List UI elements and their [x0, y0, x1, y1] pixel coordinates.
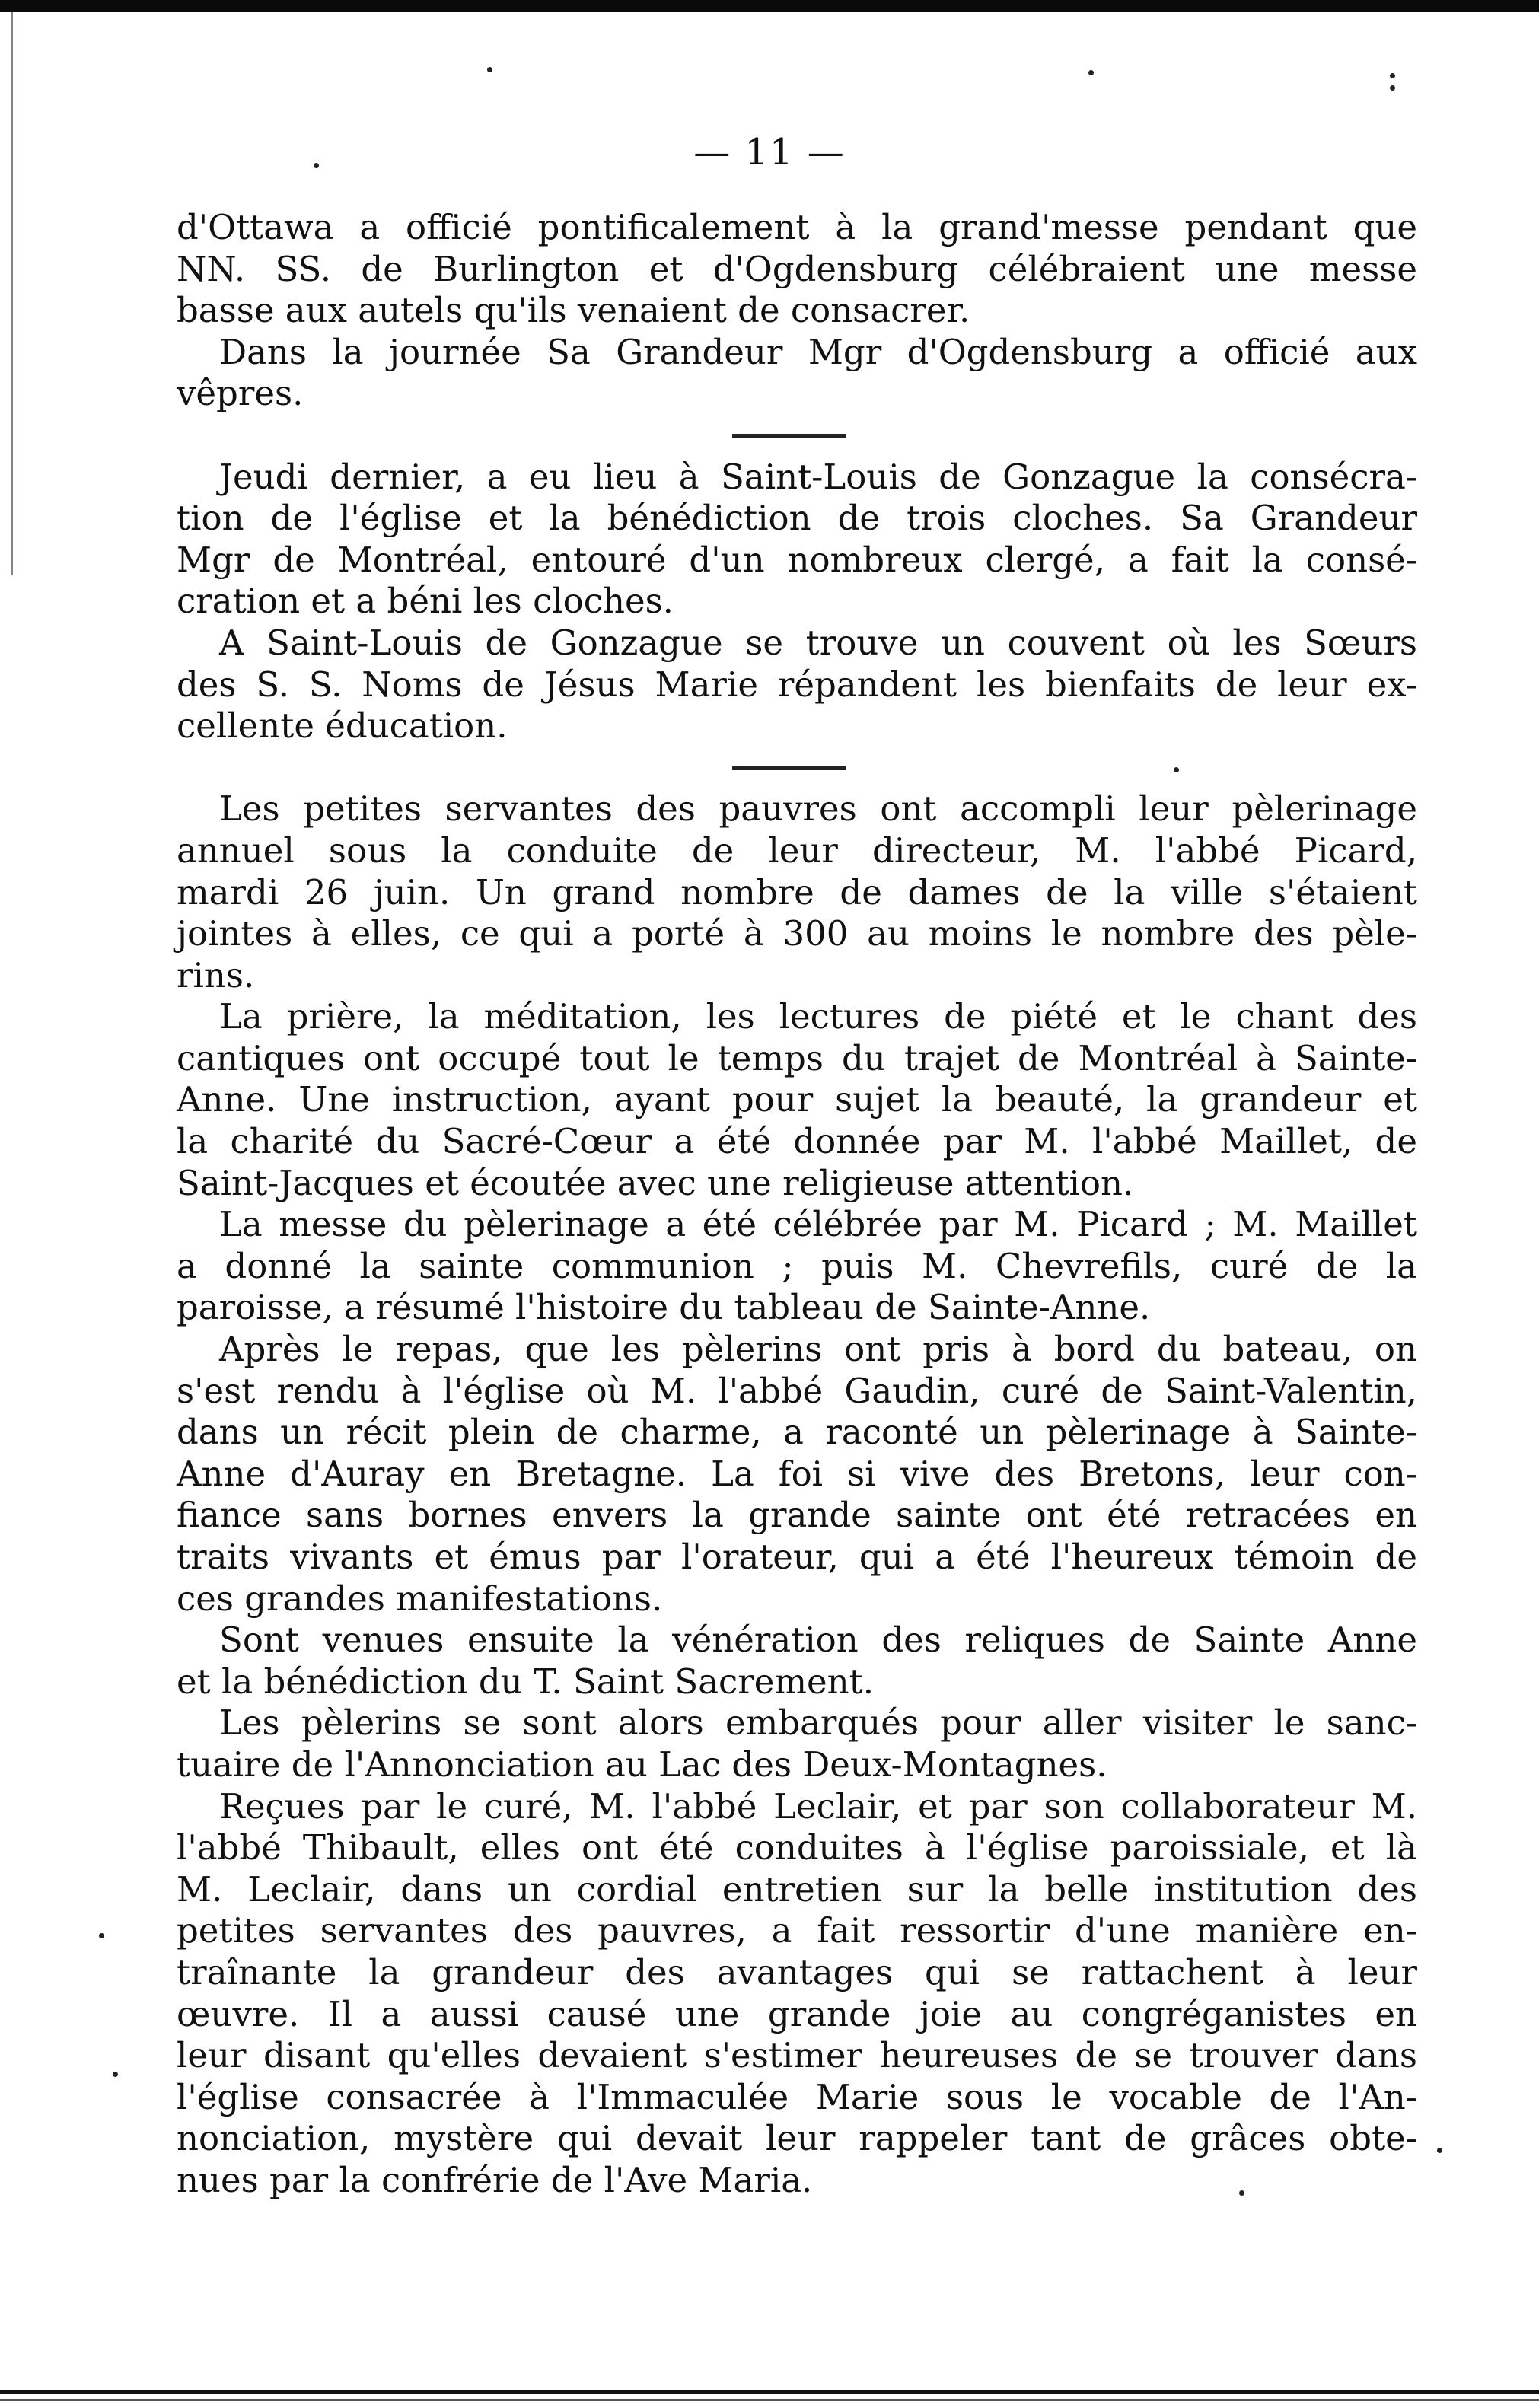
scan-speck [1088, 70, 1094, 75]
text-line: Mgr de Montréal, entouré d'un nombreux clergé, a fait la consé- [177, 539, 1417, 580]
text-line: Les pèlerins se sont alors embarqués pour aller visiter le sanc- [219, 1702, 1417, 1744]
text-line: NN. SS. de Burlington et d'Ogdensburg célébraient une messe [177, 248, 1417, 289]
scan-speck [1390, 73, 1395, 78]
separator-rule [732, 434, 846, 438]
text-line: tuaire de l'Annonciation au Lac des Deux-Montagnes. [177, 1744, 1107, 1785]
section-separator [177, 415, 1417, 457]
text-line: paroisse, a résumé l'histoire du tableau de Sainte-Anne. [177, 1287, 1151, 1328]
top-border-rule [0, 0, 1539, 12]
bottom-border-rule [0, 2390, 1539, 2394]
text-line: Anne. Une instruction, ayant pour sujet la beauté, la grandeur et [177, 1079, 1417, 1120]
text-line: la charité du Sacré-Cœur a été donnée par M. l'abbé Maillet, de [177, 1121, 1417, 1162]
text-line: La messe du pèlerinage a été célébrée par M. Picard ; M. Maillet [219, 1204, 1417, 1245]
text-line: cantiques ont occupé tout le temps du trajet de Montréal à Sainte- [177, 1037, 1417, 1078]
text-line: nonciation, mystère qui devait leur rappeler tant de grâces obte- [177, 2118, 1417, 2159]
text-line: l'abbé Thibault, elles ont été conduites à l'église paroissiale, et là [177, 1827, 1417, 1868]
text-line: jointes à elles, ce qui a porté à 300 au moins le nombre des pèle- [177, 913, 1417, 954]
text-line: des S. S. Noms de Jésus Marie répandent les bienfaits de leur ex- [177, 664, 1417, 705]
text-line: dans un récit plein de charme, a raconté un pèlerinage à Sainte- [177, 1412, 1417, 1453]
text-line: d'Ottawa a officié pontificalement à la grand'messe pendant que [177, 207, 1417, 247]
scan-speck [314, 163, 319, 168]
text-line: ces grandes manifestations. [177, 1578, 663, 1619]
text-line: leur disant qu'elles devaient s'estimer heureuses de se trouver dans [177, 2035, 1417, 2076]
text-line: La prière, la méditation, les lectures de piété et le chant des [219, 996, 1417, 1037]
article-text [177, 207, 1417, 2202]
text-line: cration et a béni les cloches. [177, 581, 674, 622]
text-line: Après le repas, que les pèlerins ont pris à bord du bateau, on [219, 1329, 1417, 1370]
text-line: vêpres. [177, 373, 304, 414]
bottom-border-rule-thin [0, 2399, 1539, 2401]
separator-rule [732, 766, 846, 770]
left-scan-edge [0, 12, 13, 575]
text-line: Anne d'Auray en Bretagne. La foi si vive des Bretons, leur con- [177, 1453, 1417, 1494]
text-line: Jeudi dernier, a eu lieu à Saint-Louis de Gonzague la consécra- [219, 456, 1417, 497]
text-line: M. Leclair, dans un cordial entretien sur la belle institution des [177, 1868, 1417, 1910]
text-line: rins. [177, 954, 255, 995]
text-line: cellente éducation. [177, 706, 508, 747]
scan-speck [99, 1933, 104, 1938]
text-line: et la bénédiction du T. Saint Sacrement. [177, 1661, 875, 1702]
text-line: fiance sans bornes envers la grande sainte ont été retracées en [177, 1495, 1417, 1536]
text-line: traits vivants et émus par l'orateur, qui a été l'heureux témoin de [177, 1537, 1417, 1577]
text-line: annuel sous la conduite de leur directeur, M. l'abbé Picard, [177, 830, 1417, 871]
scan-speck [1239, 2190, 1244, 2196]
text-line: s'est rendu à l'église où M. l'abbé Gaudin, curé de Saint-Valentin, [177, 1370, 1417, 1411]
text-line: Sont venues ensuite la vénération des reliques de Sainte Anne [219, 1620, 1417, 1661]
text-line: tion de l'église et la bénédiction de trois cloches. Sa Grandeur [177, 498, 1417, 539]
text-line: Saint-Jacques et écoutée avec une religieuse attention. [177, 1162, 1134, 1203]
scan-speck [487, 67, 492, 72]
text-line: l'église consacrée à l'Immaculée Marie sous le vocable de l'An- [177, 2076, 1417, 2117]
scan-speck [1174, 767, 1179, 772]
section-separator [177, 747, 1417, 789]
page-number: — 11 — [693, 131, 846, 174]
text-line: œuvre. Il a aussi causé une grande joie au congréganistes en [177, 1993, 1417, 2034]
text-line: Dans la journée Sa Grandeur Mgr d'Ogdensburg a officié aux [219, 331, 1417, 372]
text-line: petites servantes des pauvres, a fait ressortir d'une manière en- [177, 1910, 1417, 1951]
text-line: a donné la sainte communion ; puis M. Chevrefils, curé de la [177, 1245, 1417, 1286]
scan-speck [1437, 2148, 1442, 2153]
text-line: Reçues par le curé, M. l'abbé Leclair, et par son collaborateur M. [219, 1785, 1417, 1827]
text-line: A Saint-Louis de Gonzague se trouve un couvent où les Sœurs [219, 622, 1417, 663]
text-line: traînante la grandeur des avantages qui se rattachent à leur [177, 1951, 1417, 1992]
text-line: nues par la confrérie de l'Ave Maria. [177, 2159, 813, 2200]
scan-speck [113, 2072, 118, 2077]
text-line: Les petites servantes des pauvres ont accompli leur pèlerinage [219, 788, 1417, 830]
text-line: basse aux autels qu'ils venaient de consacrer. [177, 290, 970, 331]
scan-speck [1390, 85, 1395, 91]
text-line: mardi 26 juin. Un grand nombre de dames de la ville s'étaient [177, 871, 1417, 913]
